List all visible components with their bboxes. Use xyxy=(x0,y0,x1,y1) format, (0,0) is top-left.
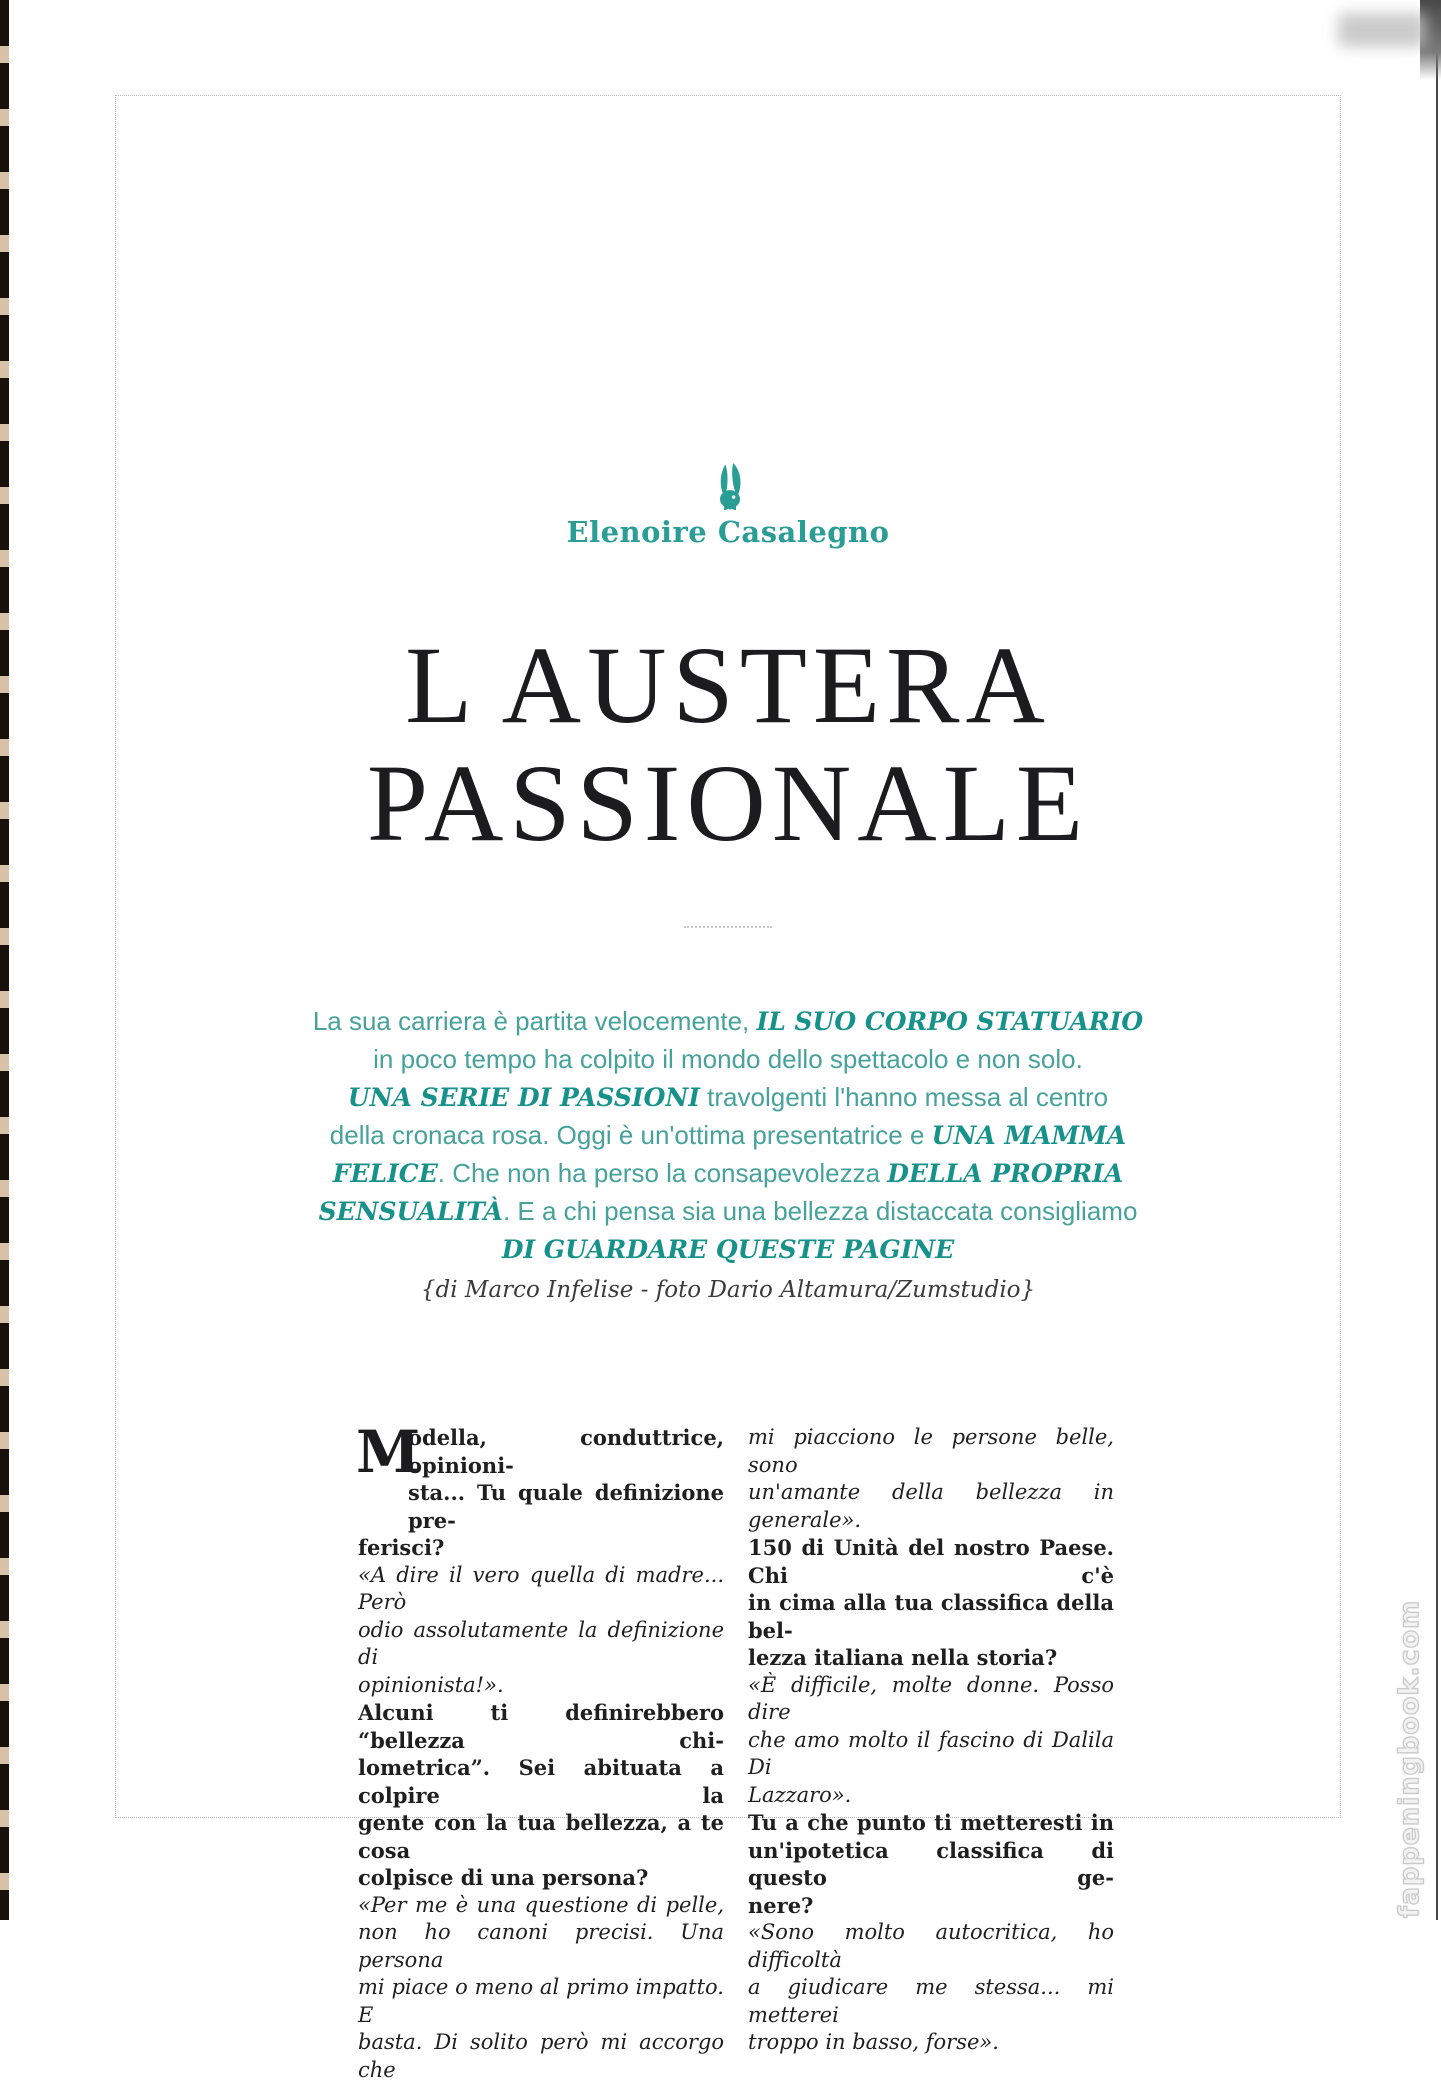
question-paragraph xyxy=(358,1424,724,1562)
intro-regular-text: in poco tempo ha colpito il mondo dello spettacolo e non solo. xyxy=(373,1044,1083,1074)
intro-regular-text: travolgenti l'hanno messa al centro xyxy=(700,1082,1108,1112)
question-paragraph xyxy=(748,1534,1114,1672)
intro-line xyxy=(115,1002,1341,1040)
drop-cap: M xyxy=(356,1425,420,1479)
text-line: troppo in basso, forse». xyxy=(748,2029,1114,2057)
answer-paragraph xyxy=(358,1892,724,2084)
columns-container xyxy=(358,1424,1114,2084)
scan-edge-right-line xyxy=(1436,0,1438,1920)
intro-line xyxy=(115,1154,1341,1192)
text-line: sta... Tu quale definizione pre- xyxy=(358,1479,724,1534)
article-title-line-2: PASSIONALE xyxy=(115,744,1341,862)
answer-paragraph xyxy=(748,1919,1114,2057)
byline: {di Marco Infelise - foto Dario Altamura/Zumstudio} xyxy=(421,1277,1035,1303)
intro-deck xyxy=(115,1002,1341,1268)
intro-emphasis-text: UNA MAMMA xyxy=(932,1121,1127,1150)
text-line: in cima alla tua classifica della bel- xyxy=(748,1589,1114,1644)
text-line: gente con la tua bellezza, a te cosa xyxy=(358,1809,724,1864)
title-divider xyxy=(115,918,1341,936)
text-line: mi piace o meno al primo impatto. E xyxy=(358,1974,724,2029)
text-line: Lazzaro». xyxy=(748,1782,1114,1810)
intro-regular-text: . E a chi pensa sia una bellezza distaccata consigliamo xyxy=(503,1196,1137,1226)
blurred-watermark xyxy=(1338,13,1426,47)
article-column-right xyxy=(748,1424,1114,2084)
question-paragraph xyxy=(358,1699,724,1892)
vertical-watermark: fappeningbook.com xyxy=(1394,1628,1425,1918)
intro-emphasis-text: SENSUALITÀ xyxy=(319,1197,503,1226)
text-line: odella, conduttrice, opinioni- xyxy=(358,1424,724,1479)
intro-line xyxy=(115,1040,1341,1078)
answer-paragraph xyxy=(748,1424,1114,1534)
intro-line xyxy=(115,1230,1341,1268)
text-line: mi piacciono le persone belle, sono xyxy=(748,1424,1114,1479)
intro-emphasis-text: DI GUARDARE QUESTE PAGINE xyxy=(502,1235,955,1264)
intro-emphasis-text: DELLA PROPRIA xyxy=(887,1159,1123,1188)
text-line: non ho canoni precisi. Una persona xyxy=(358,1919,724,1974)
playboy-bunny-icon xyxy=(706,463,750,510)
text-line: che amo molto il fascino di Dalila Di xyxy=(748,1727,1114,1782)
text-line: colpisce di una persona? xyxy=(358,1864,724,1892)
intro-regular-text: della cronaca rosa. Oggi è un'ottima presentatrice e xyxy=(330,1120,932,1150)
text-line: lezza italiana nella storia? xyxy=(748,1644,1114,1672)
article-title xyxy=(115,626,1341,862)
subject-name: Elenoire Casalegno xyxy=(115,515,1341,549)
text-line: lometrica”. Sei abituata a colpire la xyxy=(358,1754,724,1809)
question-paragraph xyxy=(748,1809,1114,1919)
text-line: «Sono molto autocritica, ho difficoltà xyxy=(748,1919,1114,1974)
article-title-line-1: L AUSTERA xyxy=(115,626,1341,744)
byline-block xyxy=(115,1277,1341,1303)
text-line: Alcuni ti definirebbero “bellezza chi- xyxy=(358,1699,724,1754)
text-line: «È difficile, molte donne. Posso dire xyxy=(748,1672,1114,1727)
article-body xyxy=(115,1424,1341,2084)
text-line: «Per me è una questione di pelle, xyxy=(358,1892,724,1920)
text-line: odio assolutamente la definizione di xyxy=(358,1617,724,1672)
text-line: basta. Di solito però mi accorgo che xyxy=(358,2029,724,2084)
intro-line xyxy=(115,1078,1341,1116)
scan-edge-left-strip xyxy=(0,0,9,1920)
intro-line xyxy=(115,1116,1341,1154)
text-line: 150 di Unità del nostro Paese. Chi c'è xyxy=(748,1534,1114,1589)
intro-emphasis-text: IL SUO CORPO STATUARIO xyxy=(757,1007,1144,1036)
text-line: a giudicare me stessa... mi metterei xyxy=(748,1974,1114,2029)
text-line: opinionista!». xyxy=(358,1672,724,1700)
text-line: un'ipotetica classifica di questo ge- xyxy=(748,1837,1114,1892)
article-column-left xyxy=(358,1424,724,2084)
intro-regular-text: . Che non ha perso la consapevolezza xyxy=(438,1158,888,1188)
intro-regular-text: La sua carriera è partita velocemente, xyxy=(313,1006,757,1036)
intro-emphasis-text: FELICE xyxy=(333,1159,438,1188)
text-line: un'amante della bellezza in generale». xyxy=(748,1479,1114,1534)
answer-paragraph xyxy=(748,1672,1114,1810)
answer-paragraph xyxy=(358,1562,724,1700)
article-header xyxy=(115,463,1341,549)
divider-dots xyxy=(684,926,772,928)
text-line: nere? xyxy=(748,1892,1114,1920)
intro-emphasis-text: UNA SERIE DI PASSIONI xyxy=(348,1083,700,1112)
text-line: ferisci? xyxy=(358,1534,724,1562)
text-line: Tu a che punto ti metteresti in xyxy=(748,1809,1114,1837)
intro-line xyxy=(115,1192,1341,1230)
text-line: «A dire il vero quella di madre... Però xyxy=(358,1562,724,1617)
